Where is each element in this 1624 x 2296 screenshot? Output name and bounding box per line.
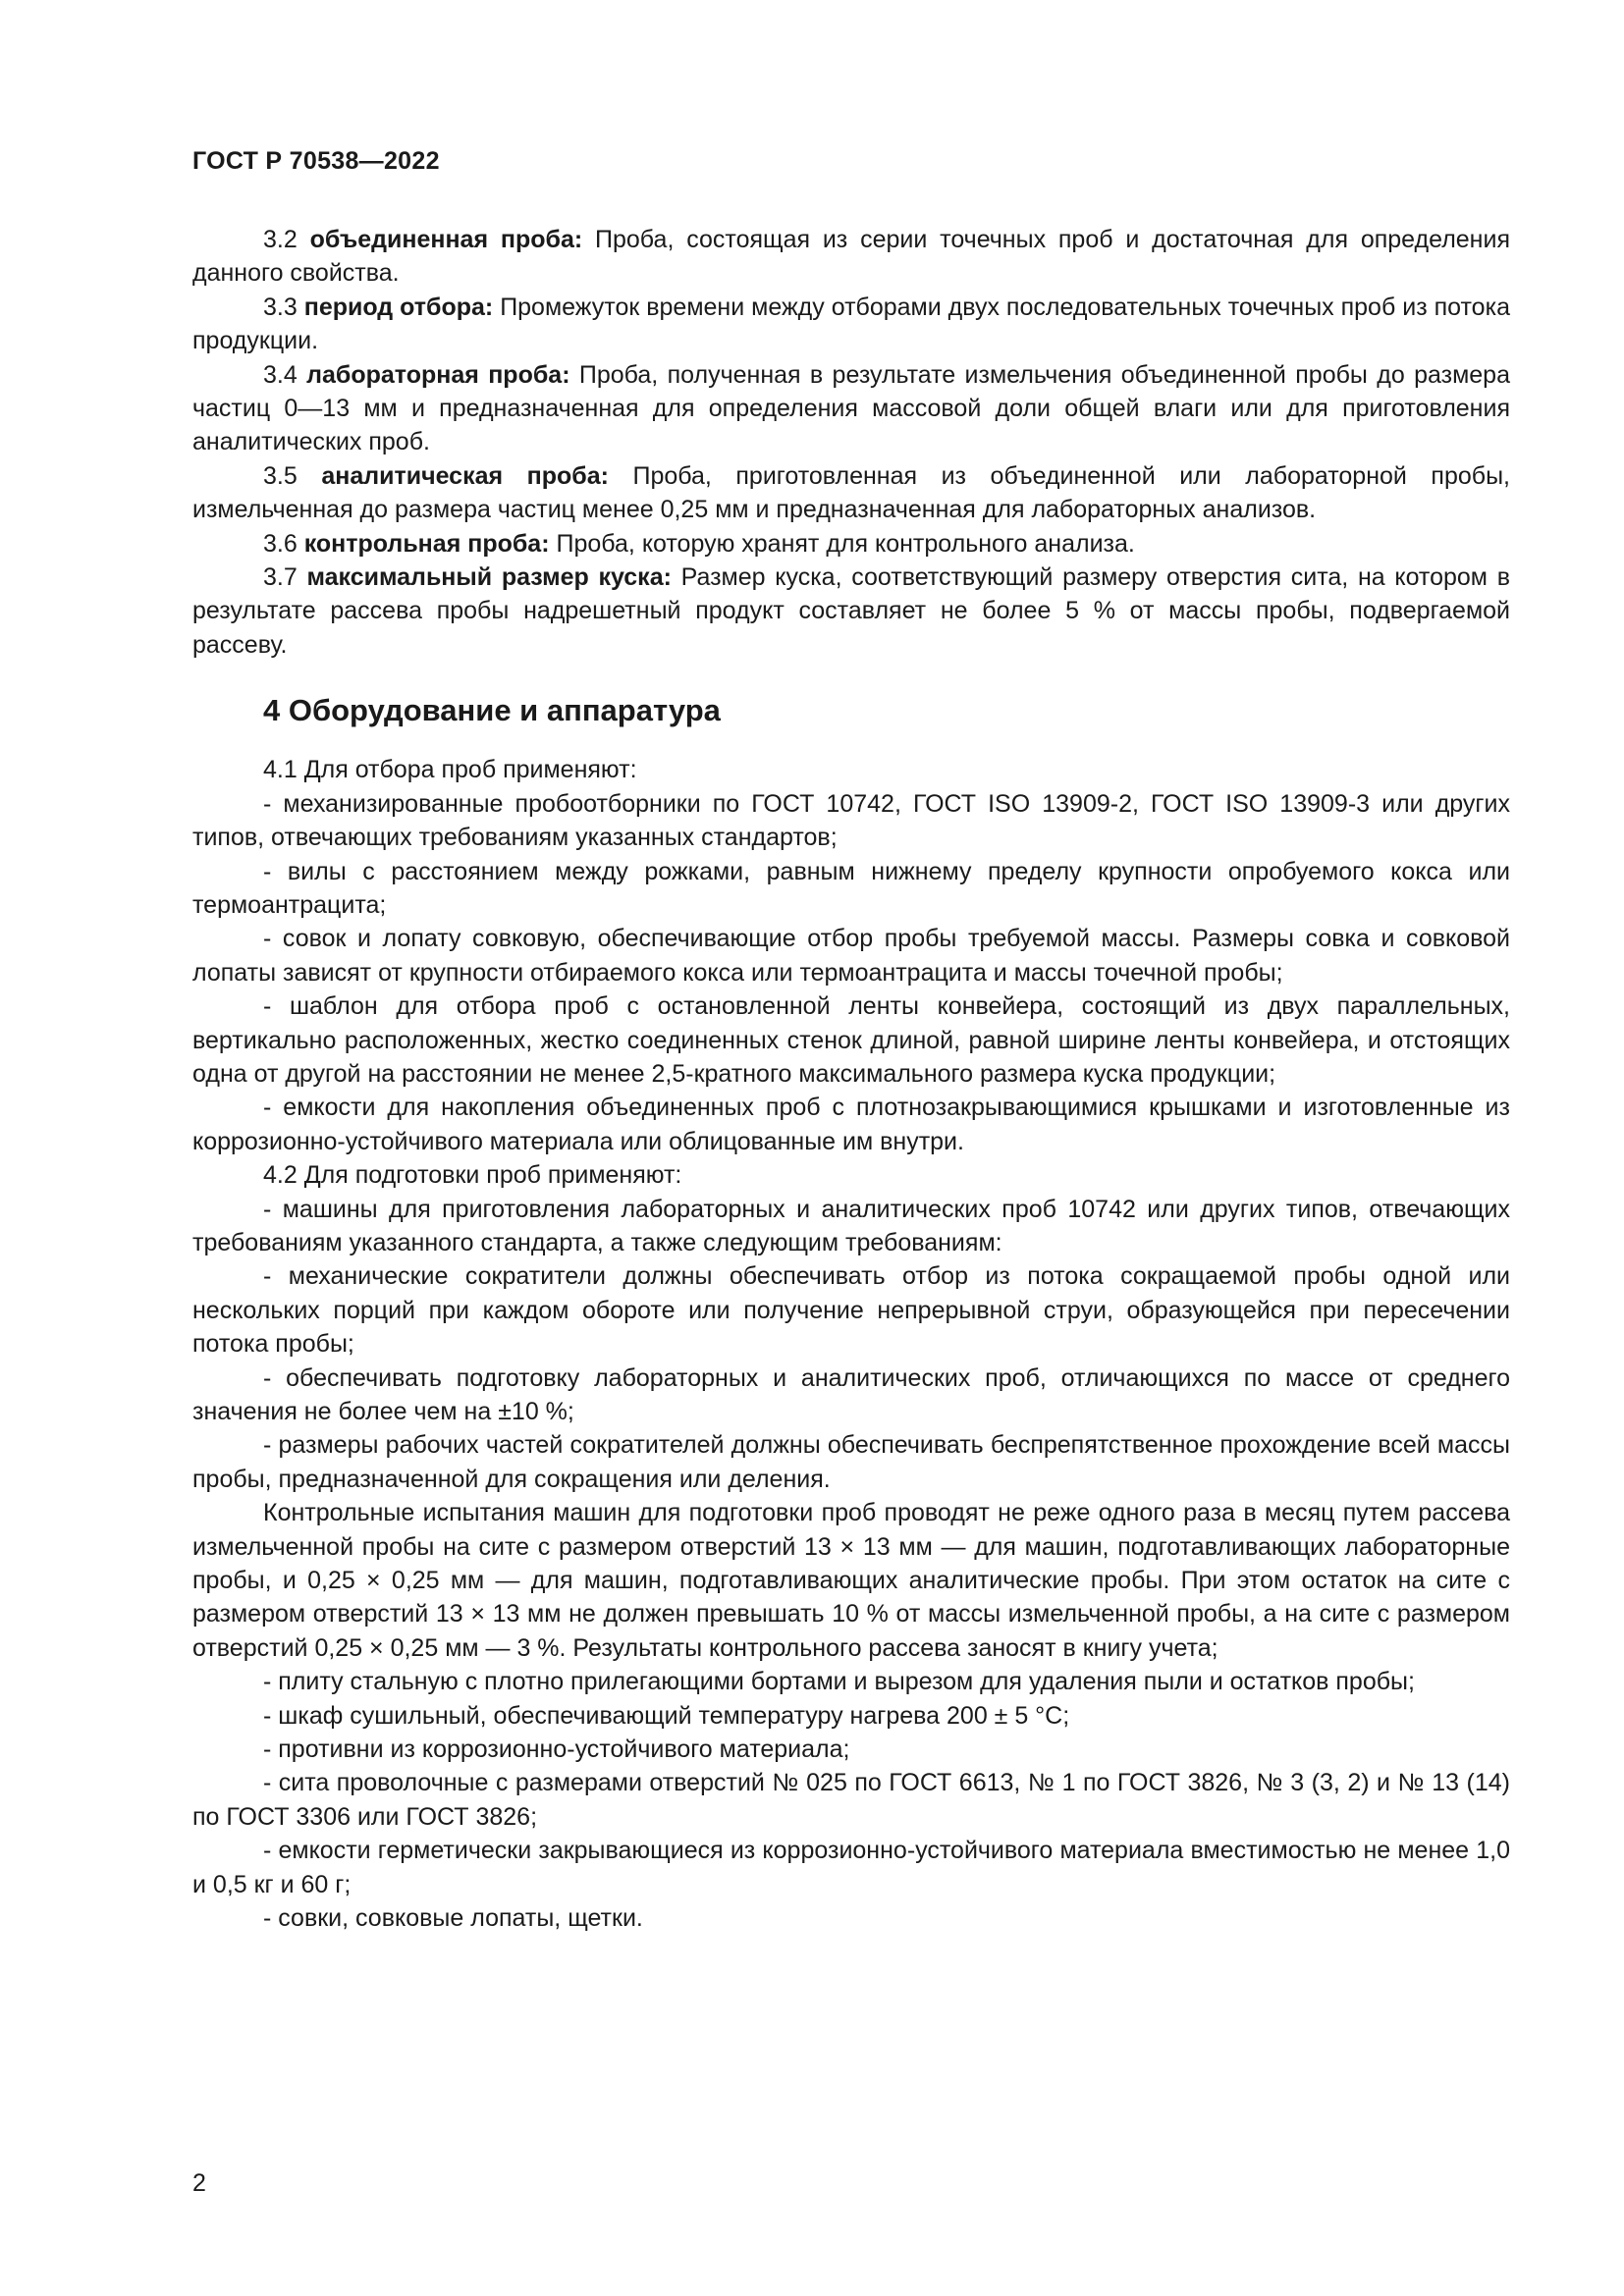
list-item: - размеры рабочих частей сократителей должны обеспечивать беспрепятственное прохождение всей массы пробы, предназначенной для сокращения или деления.: [192, 1431, 1510, 1493]
definition-term: объединенная проба:: [309, 226, 583, 253]
definition-term: аналитическая проба:: [321, 461, 609, 490]
definition-number: 3.3: [263, 293, 298, 321]
list-item: - сита проволочные с размерами отверстий № 025 по ГОСТ 6613, № 1 по ГОСТ 3826, № 3 (3, 2) и № 13 (14) по ГОСТ 3306 или ГОСТ 3826;: [192, 1769, 1510, 1831]
definition-text: Проба, состоящая из серии точечных проб и достаточная для определения данного свойства.: [192, 226, 1510, 288]
list-item: - емкости герметически закрывающиеся из коррозионно-устойчивого материала вместимостью не менее 1,0 и 0,5 кг и 60 г;: [192, 1837, 1510, 1898]
definition-text: Проба, полученная в результате измельчения объединенной пробы до размера частиц 0—13 мм и предназначенная для определения массовой доли общей влаги или для приготовления аналитических проб.: [192, 360, 1510, 456]
definition-3-7: [192, 561, 1510, 662]
list-item: - совки, совковые лопаты, щетки.: [263, 1904, 643, 1933]
section-heading: 4 Оборудование и аппаратура: [263, 693, 721, 728]
definition-text: Проба, приготовленная из объединенной или лабораторной пробы, измельченная до размера частиц менее 0,25 мм и предназначенная для лабораторных анализов.: [192, 461, 1511, 524]
definition-3-3: [192, 291, 1510, 358]
definition-text: Размер куска, соответствующий размеру отверстия сита, на котором в результате рассева пробы надрешетный продукт составляет не более 5 % от массы пробы, подвергаемой рассеву.: [192, 563, 1510, 659]
list-item: - машины для приготовления лабораторных и аналитических проб 10742 или других типов, отвечающих требованиям указанного стандарта, а также следующим требованиям:: [192, 1195, 1510, 1256]
definition-term: период отбора:: [303, 293, 494, 321]
definition-number: 3.5: [263, 461, 298, 490]
definition-text: Проба, которую хранят для контрольного анализа.: [556, 529, 1135, 558]
paragraph: 4.1 Для отбора проб применяют:: [263, 756, 637, 784]
definition-term: контрольная проба:: [303, 529, 550, 558]
definition-3-2: [192, 223, 1510, 291]
list-item: - плиту стальную с плотно прилегающими бортами и вырезом для удаления пыли и остатков пробы;: [263, 1668, 1415, 1696]
definition-number: 3.4: [263, 360, 298, 389]
definition-number: 3.2: [263, 226, 298, 253]
definition-number: 3.6: [263, 529, 298, 558]
paragraph: 4.2 Для подготовки проб применяют:: [263, 1161, 682, 1190]
list-item: - вилы с расстоянием между рожками, равным нижнему пределу крупности опробуемого кокса или термоантрацита;: [192, 857, 1510, 919]
document-header: ГОСТ Р 70538—2022: [192, 147, 440, 175]
definition-term: лабораторная проба:: [306, 360, 570, 389]
document-body: [192, 223, 1510, 1936]
list-item: - совок и лопату совковую, обеспечивающие отбор пробы требуемой массы. Размеры совка и совковой лопаты зависят от крупности отбираемого кокса или термоантрацита и массы точечной пробы;: [192, 925, 1510, 987]
list-item: - механизированные пробоотборники по ГОСТ 10742, ГОСТ ISO 13909-2, ГОСТ ISO 13909-3 или других типов, отвечающих требованиям указанных стандартов;: [192, 789, 1510, 852]
definition-3-6: [192, 527, 1510, 561]
definition-3-5: [192, 459, 1510, 527]
list-item: - противни из коррозионно-устойчивого материала;: [263, 1735, 850, 1764]
page-number: 2: [192, 2169, 206, 2197]
definition-term: максимальный размер куска:: [306, 563, 672, 592]
list-item: - механические сократители должны обеспечивать отбор из потока сокращаемой пробы одной или нескольких порций при каждом обороте или получение непрерывной струи, образующейся при пересечении потока пробы;: [192, 1262, 1510, 1359]
list-item: - шкаф сушильный, обеспечивающий температуру нагрева 200 ± 5 °C;: [263, 1701, 1070, 1730]
definition-3-4: [192, 358, 1510, 459]
list-item: - емкости для накопления объединенных проб с плотнозакрывающимися крышками и изготовленные из коррозионно-устойчивого материала или облицованные им внутри.: [192, 1094, 1510, 1155]
paragraph: Контрольные испытания машин для подготовки проб проводят не реже одного раза в месяц путем рассева измельченной пробы на сите с размером отверстий 13 × 13 мм — для машин, подготавливающих лабораторные пробы, и 0,25 × 0,25 мм — для машин, подготавливающих аналитические пробы. При этом остаток на сите с размером отверстий 13 × 13 мм не должен превышать 10 % от массы измельченной пробы, а на сите с размером отверстий 0,25 × 0,25 мм — 3 %. Результаты контрольного рассева заносят в книгу учета;: [192, 1499, 1510, 1662]
definition-number: 3.7: [263, 563, 298, 592]
list-item: - шаблон для отбора проб с остановленной ленты конвейера, состоящий из двух параллельных, вертикально расположенных, жестко соединенных стенок длиной, равной ширине ленты конвейера, и отстоящих одна от другой на расстоянии не менее 2,5-кратного максимального размера куска продукции;: [192, 992, 1510, 1088]
list-item: - обеспечивать подготовку лабораторных и аналитических проб, отличающихся по массе от среднего значения не более чем на ±10 %;: [192, 1363, 1510, 1425]
definition-text: Промежуток времени между отборами двух последовательных точечных проб из потока продукции.: [192, 293, 1510, 355]
